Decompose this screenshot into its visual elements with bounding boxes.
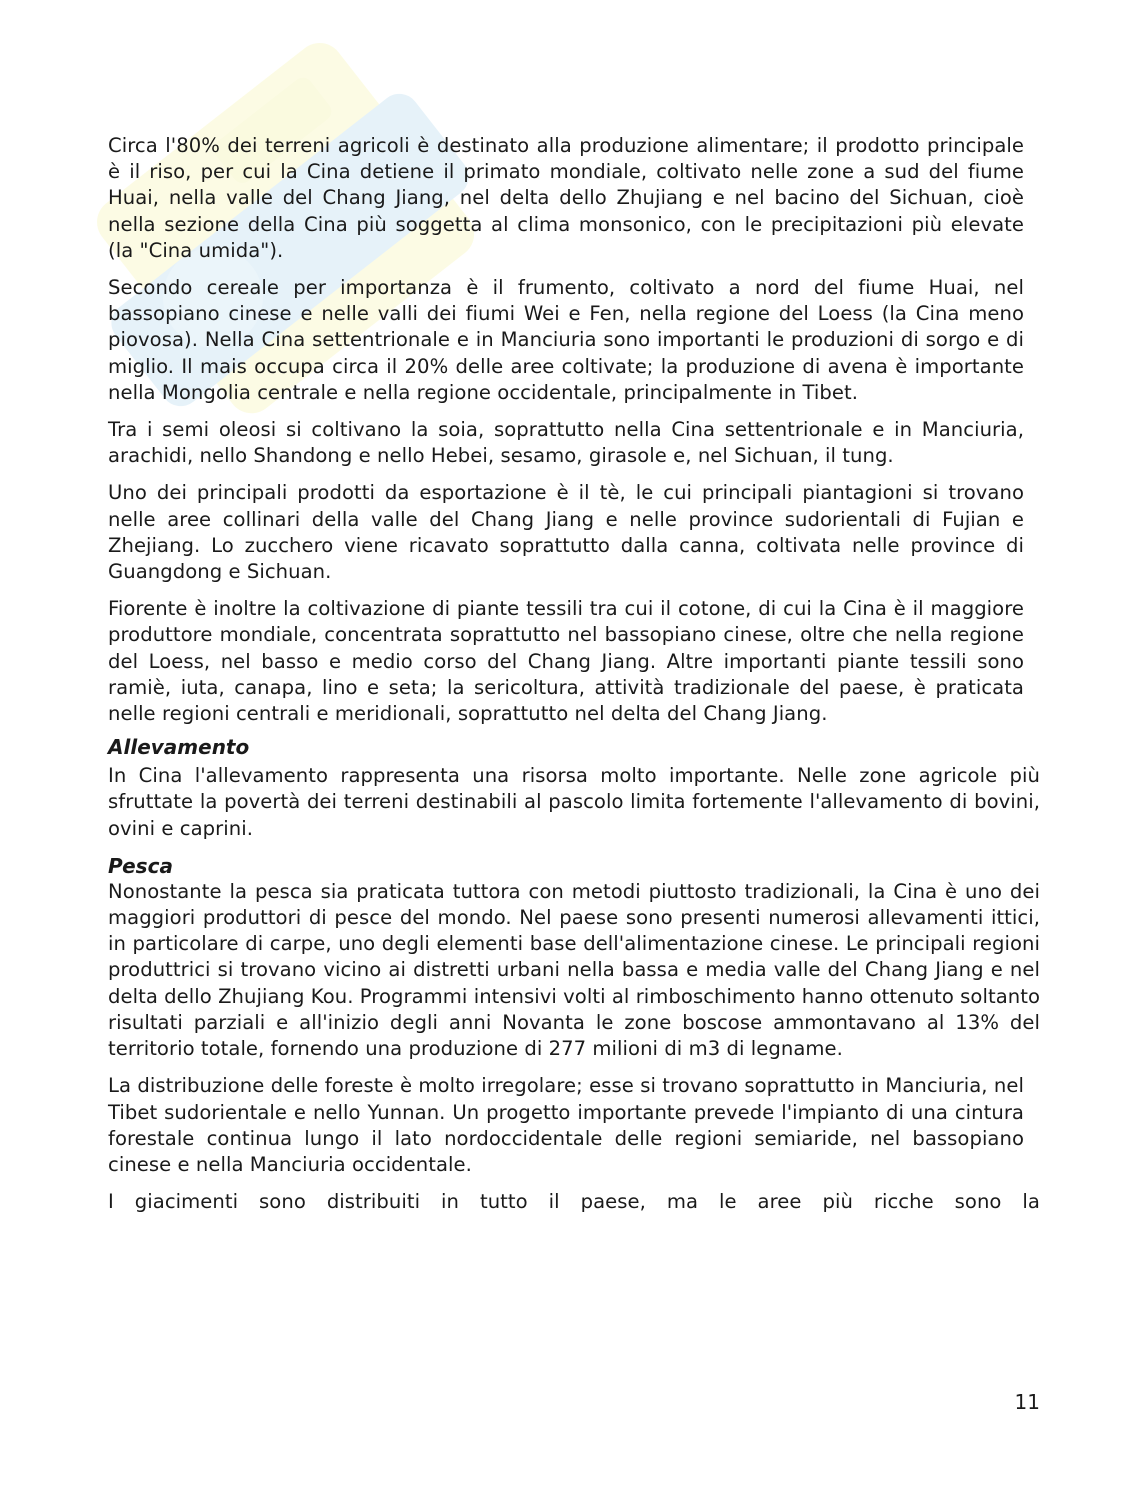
paragraph-pesca: Nonostante la pesca sia praticata tuttora con metodi piuttosto tradizionali, la Cina è uno dei maggiori produttori di pesce del mondo. Nel paese sono presenti numerosi allevamenti ittici, in particolare di carpe, uno degli elementi base dell'alimentazione cinese. Le principali regioni produttrici si trovano vicino ai distretti urbani nella bassa e media valle del Chang Jiang e nel delta dello Zhujiang Kou. Programmi intensivi volti al rimboschimento hanno ottenuto soltanto risultati parziali e all'inizio degli anni Novanta le zone boscose ammontavano al 13% del territorio totale, fornendo una produzione di 277 milioni di m3 di legname. [108, 879, 1040, 1061]
paragraph-foreste: La distribuzione delle foreste è molto irregolare; esse si trovano soprattutto in Manciuria, nel Tibet sudorientale e nello Yunnan. Un progetto importante prevede l'impianto di una cintura forestale continua lungo il lato nordoccidentale delle regioni semiaride, nel bassopiano cinese e nella Manciuria occidentale. [108, 1074, 1024, 1176]
paragraph-giacimenti: I giacimenti sono distribuiti in tutto il paese, ma le aree più ricche sono la [108, 1190, 1040, 1214]
paragraph-piante-tessili: Fiorente è inoltre la coltivazione di piante tessili tra cui il cotone, di cui la Cina è il maggiore produttore mondiale, concentrata soprattutto nel bassopiano cinese, oltre che nella regione del Loess, nel basso e medio corso del Chang Jiang. Altre importanti piante tessili sono ramiè, iuta, canapa, lino e seta; la sericoltura, attività tradizionale del paese, è praticata nelle regioni centrali e meridionali, soprattutto nel delta del Chang Jiang. [108, 597, 1024, 726]
paragraph-te: Uno dei principali prodotti da esportazione è il tè, le cui principali piantagioni si trovano nelle aree collinari della valle del Chang Jiang e nelle province sudorientali di Fujian e Zhejiang. Lo zucchero viene ricavato soprattutto dalla canna, coltivata nelle province di Guangdong e Sichuan. [108, 481, 1024, 584]
document-page [108, 133, 1040, 1226]
paragraph-frumento: Secondo cereale per importanza è il frumento, coltivato a nord del fiume Huai, nel bassopiano cinese e nelle valli dei fiumi Wei e Fen, nella regione del Loess (la Cina meno piovosa). Nella Cina settentrionale e in Manciuria sono importanti le produzioni di sorgo e di miglio. Il mais occupa circa il 20% delle aree coltivate; la produzione di avena è importante nella Mongolia centrale e nella regione occidentale, principalmente in Tibet. [108, 276, 1024, 404]
paragraph-riso: Circa l'80% dei terreni agricoli è destinato alla produzione alimentare; il prodotto principale è il riso, per cui la Cina detiene il primato mondiale, coltivato nelle zone a sud del fiume Huai, nella valle del Chang Jiang, nel delta dello Zhujiang e nel bacino del Sichuan, cioè nella sezione della Cina più soggetta al clima monsonico, con le precipitazioni più elevate (la "Cina umida"). [108, 134, 1024, 262]
page-number: 11 [1014, 1390, 1040, 1414]
heading-pesca: Pesca [108, 853, 173, 878]
paragraph-semi-oleosi: Tra i semi oleosi si coltivano la soia, soprattutto nella Cina settentrionale e in Manciuria, arachidi, nello Shandong e nello Hebei, sesamo, girasole e, nel Sichuan, il tung. [108, 418, 1024, 468]
heading-allevamento: Allevamento [108, 735, 250, 760]
paragraph-allevamento: In Cina l'allevamento rappresenta una risorsa molto importante. Nelle zone agricole più sfruttate la povertà dei terreni destinabili al pascolo limita fortemente l'allevamento di bovini, ovini e caprini. [108, 764, 1040, 840]
